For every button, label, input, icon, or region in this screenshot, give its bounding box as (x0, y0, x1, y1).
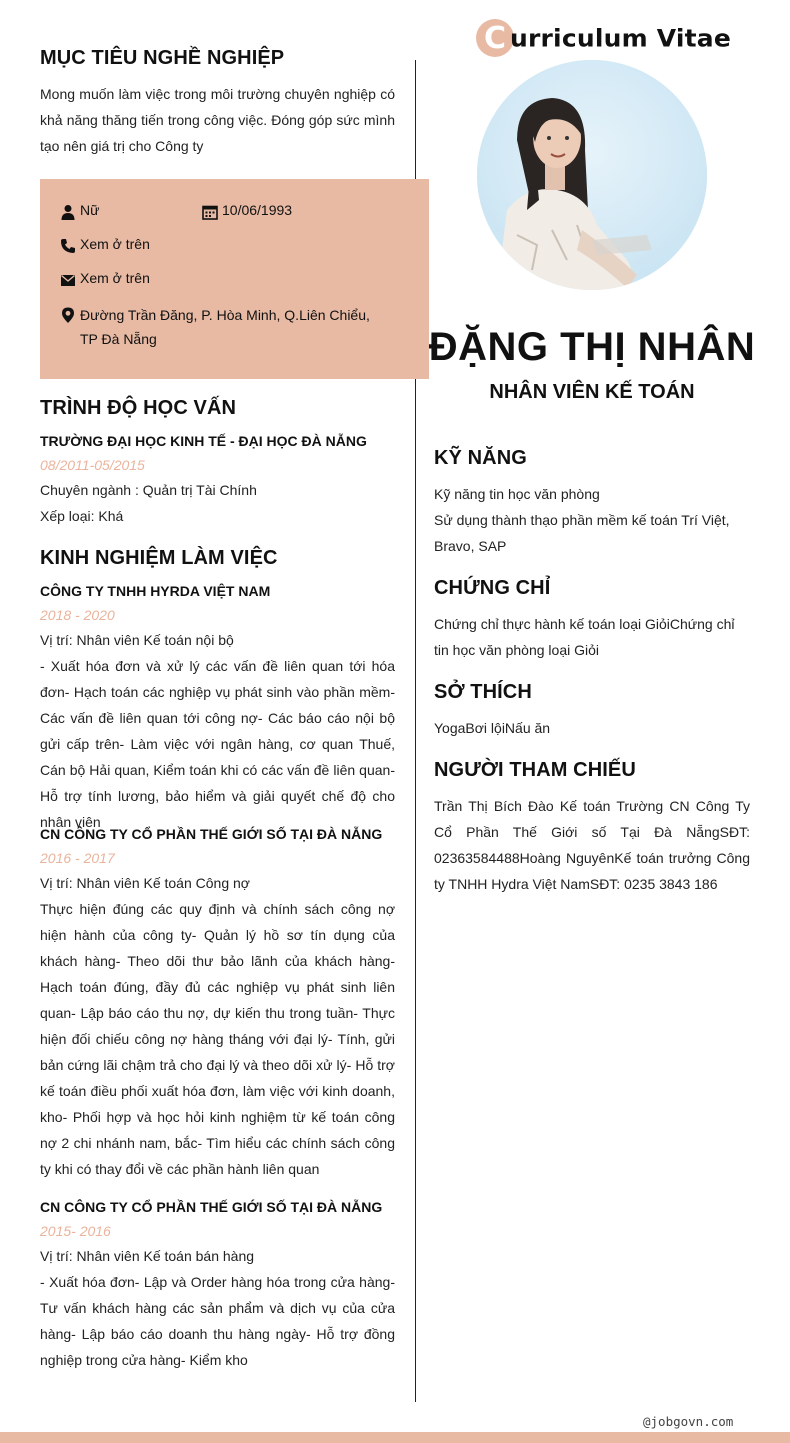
contact-gender (60, 202, 99, 220)
logo-letter: C (476, 19, 514, 57)
references-heading: NGƯỜI THAM CHIẾU (434, 759, 636, 781)
job-position: Vị trí: Nhân viên Kế toán bán hàng (40, 1248, 255, 1264)
cv-logo (476, 18, 731, 58)
skills-heading: KỸ NĂNG (434, 447, 527, 469)
objective-text: Mong muốn làm việc trong môi trường chuyên nghiệp có khả năng thăng tiến trong công việc. Đóng góp sức mình tạo nên giá trị cho Công ty (40, 86, 395, 154)
contact-dob (202, 202, 292, 220)
bottom-accent-bar (0, 1432, 790, 1443)
job-description: Thực hiện đúng các quy định và chính sách công nợ hiện hành của công ty- Quản lý hồ sơ tín dụng của khách hàng- Theo dõi thư bảo lãnh của khách hàng- Hạch toán đúng, đầy đủ các nghiệp vụ phát sinh liên quan- Lập báo cáo thu nợ, dự kiến thu trong tuần- Thực hiện đối chiếu công nợ hàng tháng với đại lý- Tính, gửi bản cứng lãi chậm trả cho đại lý và theo dõi xử lý- Hỗ trợ kế toán điều phối xuất hóa đơn, làm việc với kinh doanh, kho- Phối hợp và học hỏi kinh nghiệm từ kế toán công nợ 2 chi nhánh nam, bắc- Tìm hiểu các chính sách công ty khi có thay đổi về các phần hành liên quan (40, 901, 395, 1177)
references-text: Trần Thị Bích Đào Kế toán Trường CN Công Ty Cổ Phần Thế Giới số Tại Đà NẵngSĐT: 02363584488Hoàng NguyênKế toán trưởng Công ty TNHH Hydra Việt NamSĐT: 0235 3843 186 (434, 798, 750, 892)
hobbies-text: YogaBơi lộiNấu ăn (434, 720, 551, 736)
phone-icon (60, 238, 76, 254)
job-description: - Xuất hóa đơn và xử lý các vấn đề liên quan tới hóa đơn- Hạch toán các nghiệp vụ phát sinh vào phần mềm- Các vấn đề liên quan tới công nợ- Các báo cáo nội bộ gửi cấp trên- Làm việc với ngân hàng, cơ quan Thuế, Cán bộ Hải quan, Kiểm toán khi có các vấn đề liên quan- Hỗ trợ tính lương, bảo hiểm và giải quyết chế độ cho nhân viên (40, 658, 395, 830)
education-school: TRƯỜNG ĐẠI HỌC KINH TẾ - ĐẠI HỌC ĐÀ NẴNG (40, 433, 367, 449)
job-period: 2015- 2016 (40, 1223, 111, 1239)
gender-value: Nữ (80, 202, 100, 218)
job-company: CÔNG TY TNHH HYRDA VIỆT NAM (40, 583, 271, 599)
skill-item: Kỹ năng tin học văn phòng (434, 486, 600, 502)
calendar-icon (202, 204, 218, 220)
education-grade: Xếp loại: Khá (40, 508, 124, 524)
experience-heading: KINH NGHIỆM LÀM VIỆC (40, 547, 278, 569)
envelope-icon (60, 272, 76, 288)
avatar (477, 60, 707, 290)
objective-heading: MỤC TIÊU NGHỀ NGHIỆP (40, 47, 285, 69)
job-title: NHÂN VIÊN KẾ TOÁN (489, 381, 695, 403)
job-position: Vị trí: Nhân viên Kế toán nội bộ (40, 632, 234, 648)
education-heading: TRÌNH ĐỘ HỌC VẤN (40, 397, 237, 419)
contact-email (60, 270, 150, 288)
phone-value: Xem ở trên (80, 236, 150, 252)
job-company: CN CÔNG TY CỔ PHẦN THẾ GIỚI SỐ TẠI ĐÀ NẴNG (40, 826, 383, 842)
education-period: 08/2011-05/2015 (40, 457, 145, 473)
certificates-text: Chứng chỉ thực hành kế toán loại GiỏiChứng chỉ tin học văn phòng loại Giỏi (434, 616, 735, 658)
watermark: @jobgovn.com (643, 1414, 734, 1429)
job-description: - Xuất hóa đơn- Lập và Order hàng hóa trong cửa hàng- Tư vấn khách hàng các sản phẩm và dịch vụ của cửa hàng- Lập báo cáo doanh thu hàng ngày- Hỗ trợ đồng nghiệp trong cửa hàng- Kiểm kho (40, 1274, 395, 1368)
location-pin-icon (60, 307, 76, 323)
job-position: Vị trí: Nhân viên Kế toán Công nợ (40, 875, 250, 891)
job-company: CN CÔNG TY CỔ PHẦN THẾ GIỚI SỐ TẠI ĐÀ NẴNG (40, 1199, 383, 1215)
education-major: Chuyên ngành : Quản trị Tài Chính (40, 482, 257, 498)
contact-box (40, 179, 429, 379)
job-period: 2018 - 2020 (40, 607, 115, 623)
skill-item: Sử dụng thành thạo phần mềm kế toán Trí Việt, Bravo, SAP (434, 512, 730, 554)
contact-phone (60, 236, 150, 254)
address-value: Đường Trần Đăng, P. Hòa Minh, Q.Liên Chiểu, TP Đà Nẵng (80, 307, 370, 347)
candidate-name: ĐẶNG THỊ NHÂN (428, 325, 756, 369)
job-period: 2016 - 2017 (40, 850, 115, 866)
dob-value: 10/06/1993 (222, 202, 293, 218)
person-icon (60, 204, 76, 220)
hobbies-heading: SỞ THÍCH (434, 681, 532, 703)
contact-address (60, 303, 380, 351)
logo-text: urriculum Vitae (510, 24, 732, 52)
email-value: Xem ở trên (80, 270, 150, 286)
certificates-heading: CHỨNG CHỈ (434, 577, 551, 599)
